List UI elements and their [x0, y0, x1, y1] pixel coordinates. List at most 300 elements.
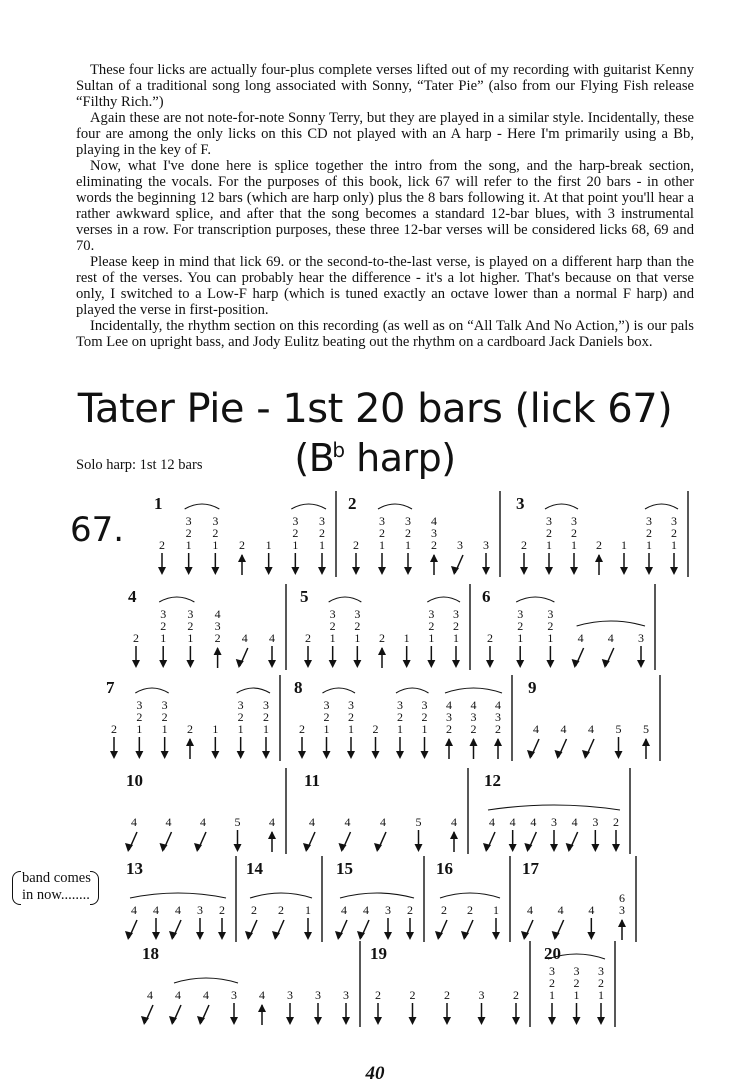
hole-number: 1 — [212, 538, 219, 552]
hole-number: 2 — [329, 619, 336, 633]
hole-number: 4 — [131, 815, 137, 829]
hole-number: 4 — [175, 988, 181, 1002]
draw-arrowhead — [612, 844, 620, 852]
draw-arrowhead — [304, 932, 312, 940]
draw-arrowhead — [550, 844, 558, 852]
slur — [174, 978, 238, 983]
blow-arrowhead — [618, 919, 626, 927]
draw-arrowhead — [323, 751, 331, 759]
draw-arrowhead — [512, 1017, 520, 1025]
hole-number: 1 — [397, 722, 403, 736]
hole-number: 2 — [547, 619, 554, 633]
bar-number: 19 — [370, 944, 387, 963]
slur — [516, 597, 554, 602]
draw-arrowhead — [645, 567, 653, 575]
draw-arrowhead — [591, 844, 599, 852]
bar-number: 20 — [544, 944, 561, 963]
hole-number: 3 — [421, 698, 428, 712]
hole-number: 4 — [341, 903, 347, 917]
hole-number: 1 — [428, 631, 435, 645]
hole-number: 2 — [549, 976, 555, 990]
draw-arrowhead — [211, 751, 219, 759]
hole-number: 3 — [185, 514, 192, 528]
draw-arrowhead — [409, 1017, 417, 1025]
draw-arrowhead — [378, 567, 386, 575]
hole-number: 2 — [487, 631, 493, 645]
draw-arrowhead — [158, 567, 166, 575]
hole-number: 3 — [405, 514, 411, 528]
draw-arrowhead — [110, 751, 118, 759]
draw-arrowhead — [546, 660, 554, 668]
hole-number: 2 — [441, 903, 447, 917]
draw-arrowhead — [230, 1017, 238, 1025]
hole-number: 4 — [533, 722, 539, 736]
draw-arrowhead — [196, 932, 204, 940]
slur — [445, 688, 502, 693]
draw-arrowhead — [615, 751, 623, 759]
bar-number: 2 — [348, 494, 357, 513]
hole-number: 2 — [111, 722, 117, 736]
hole-number: 4 — [259, 988, 265, 1002]
bar-number: 17 — [522, 859, 539, 878]
hole-number: 4 — [131, 903, 137, 917]
hole-number: 1 — [379, 538, 385, 552]
blow-arrowhead — [430, 554, 438, 562]
hole-number: 1 — [348, 722, 354, 736]
hole-number: 2 — [405, 526, 411, 540]
hole-number: 3 — [483, 538, 489, 552]
draw-arrowhead — [443, 1017, 451, 1025]
draw-arrowhead — [185, 567, 193, 575]
hole-number: 1 — [237, 722, 244, 736]
bar-number: 11 — [304, 771, 321, 790]
hole-number: 4 — [344, 815, 351, 829]
draw-arrowhead — [132, 660, 140, 668]
blow-arrowhead — [595, 554, 603, 562]
hole-number: 4 — [175, 903, 181, 917]
draw-arrowhead — [478, 1017, 486, 1025]
hole-number: 4 — [165, 815, 172, 829]
band-note-line: band comes — [22, 870, 91, 886]
draw-arrowhead — [159, 660, 167, 668]
hole-number: 1 — [354, 631, 361, 645]
hole-number: 2 — [379, 631, 385, 645]
hole-number: 4 — [489, 815, 495, 829]
blow-arrowhead — [214, 647, 222, 655]
hole-number: 4 — [446, 698, 452, 712]
bar-number: 14 — [246, 859, 263, 878]
hole-number: 4 — [214, 607, 221, 621]
slur — [427, 597, 460, 602]
hole-number: 1 — [549, 988, 555, 1002]
hole-number: 4 — [557, 903, 564, 917]
hole-number: 2 — [305, 631, 311, 645]
hole-number: 2 — [467, 903, 473, 917]
paragraph: Please keep in mind that lick 69. or the second-to-the-last verse, is played on a different harp than the rest of the verses. You can probably hear the difference - it's a lot higher. That's because on that verse only, I switched to a Low-F harp (which is tuned exactly an octave lower than a normal F harp) and played the verse in first-position. — [76, 254, 694, 318]
hole-number: 1 — [265, 538, 272, 552]
paragraph: Now, what I've done here is splice together the intro from the song, and the harp-break section, eliminating the vocals. For the purposes of this book, lick 67 will refer to the first 20 bars - in other words the beginning 12 bars (which are harp only) plus the 8 bars following it. At that point you'll hear a rather awkward splice, and after that the song becomes a standard 12-bar blues, with 3 instrumental verses in a row. For transcription purposes, these three 12-bar verses will be considered licks 68, 69 and 70. — [76, 158, 694, 254]
blow-arrowhead — [445, 738, 453, 746]
hole-number: 4 — [588, 722, 594, 736]
draw-arrowhead — [486, 660, 494, 668]
slur — [323, 688, 356, 693]
slur — [577, 621, 645, 626]
hole-number: 2 — [407, 903, 413, 917]
hole-number: 5 — [234, 815, 241, 829]
draw-arrowhead — [186, 660, 194, 668]
hole-number: 4 — [451, 815, 457, 829]
hole-number: 2 — [421, 710, 428, 724]
draw-arrowhead — [234, 844, 242, 852]
hole-number: 2 — [319, 526, 325, 540]
hole-number: 1 — [405, 538, 411, 552]
hole-number: 1 — [263, 722, 269, 736]
hole-number: 3 — [319, 514, 325, 528]
blow-arrowhead — [238, 554, 246, 562]
hole-number: 4 — [607, 631, 614, 645]
hole-number: 2 — [237, 710, 244, 724]
draw-arrowhead — [492, 932, 500, 940]
hole-number: 2 — [495, 722, 501, 736]
bar-number: 13 — [126, 859, 143, 878]
hole-number: 3 — [161, 698, 168, 712]
hole-number: 1 — [547, 631, 554, 645]
hole-number: 3 — [470, 710, 477, 724]
hole-number: 1 — [212, 722, 219, 736]
draw-arrowhead — [314, 1017, 322, 1025]
draw-arrowhead — [404, 567, 412, 575]
hole-number: 3 — [263, 698, 269, 712]
draw-arrowhead — [520, 567, 528, 575]
bar-number: 12 — [484, 771, 501, 790]
hole-number: 2 — [187, 619, 194, 633]
hole-number: 3 — [571, 514, 577, 528]
hole-number: 3 — [573, 964, 580, 978]
draw-arrowhead — [353, 660, 361, 668]
draw-arrowhead — [329, 660, 337, 668]
draw-arrowhead — [620, 567, 628, 575]
bar-number: 9 — [528, 678, 537, 697]
slur — [545, 504, 578, 509]
draw-arrowhead — [347, 751, 355, 759]
hole-number: 3 — [385, 903, 391, 917]
hole-number: 4 — [380, 815, 386, 829]
hole-number: 2 — [160, 619, 167, 633]
hole-number: 3 — [478, 988, 485, 1002]
hole-number: 4 — [431, 514, 437, 528]
hole-number: 1 — [571, 538, 577, 552]
hole-number: 3 — [348, 698, 354, 712]
slur — [396, 688, 429, 693]
draw-arrowhead — [291, 567, 299, 575]
blow-arrowhead — [258, 1004, 266, 1012]
hole-number: 2 — [187, 722, 193, 736]
blow-arrowhead — [642, 738, 650, 746]
draw-arrowhead — [548, 1017, 556, 1025]
flat-sign: b — [332, 438, 345, 462]
hole-number: 1 — [493, 903, 499, 917]
draw-arrowhead — [237, 751, 245, 759]
hole-number: 4 — [495, 698, 501, 712]
hole-number: 4 — [241, 631, 248, 645]
hole-number: 3 — [136, 698, 143, 712]
hole-number: 3 — [343, 988, 349, 1002]
hole-number: 1 — [292, 538, 299, 552]
paragraph: Again these are not note-for-note Sonny Terry, but they are played in a similar style. Incidentally, these four are among the only licks on this CD not played with an A harp - Here I'm primarily using a Bb, playing in the key of F. — [76, 110, 694, 158]
hole-number: 3 — [354, 607, 361, 621]
blow-arrowhead — [268, 831, 276, 839]
hole-number: 3 — [446, 710, 452, 724]
hole-number: 3 — [671, 514, 677, 528]
draw-arrowhead — [516, 660, 524, 668]
hole-number: 2 — [212, 526, 219, 540]
hole-number: 2 — [133, 631, 139, 645]
hole-number: 3 — [237, 698, 244, 712]
hole-number: 2 — [136, 710, 143, 724]
hole-number: 1 — [305, 903, 311, 917]
hole-number: 4 — [509, 815, 516, 829]
hole-number: 4 — [203, 988, 209, 1002]
hole-number: 3 — [214, 619, 221, 633]
tab-title: Tater Pie - 1st 20 bars (lick 67) — [77, 386, 673, 432]
hole-number: 2 — [444, 988, 450, 1002]
hole-number: 5 — [615, 722, 622, 736]
hole-number: 2 — [278, 903, 284, 917]
hole-number: 2 — [299, 722, 305, 736]
bar-number: 4 — [128, 587, 137, 606]
bar-number: 8 — [294, 678, 303, 697]
hole-number: 2 — [513, 988, 519, 1002]
bar-number: 6 — [482, 587, 491, 606]
draw-arrowhead — [545, 567, 553, 575]
bar-number: 3 — [516, 494, 525, 513]
blow-arrowhead — [470, 738, 478, 746]
hole-number: 2 — [161, 710, 168, 724]
hole-number: 3 — [160, 607, 167, 621]
hole-number: 1 — [187, 631, 194, 645]
hole-number: 3 — [431, 526, 437, 540]
hole-number: 3 — [457, 538, 463, 552]
draw-arrowhead — [152, 932, 160, 940]
hole-number: 2 — [428, 619, 435, 633]
hole-number: 3 — [315, 988, 321, 1002]
hole-number: 1 — [646, 538, 652, 552]
hole-number: 3 — [212, 514, 219, 528]
draw-arrowhead — [161, 751, 169, 759]
slur — [329, 597, 362, 602]
draw-arrowhead — [573, 1017, 581, 1025]
hole-number: 4 — [571, 815, 578, 829]
hole-number: 3 — [323, 698, 330, 712]
hole-number: 5 — [643, 722, 649, 736]
lick-number: 67. — [70, 510, 125, 550]
hole-number: 4 — [577, 631, 584, 645]
draw-arrowhead — [268, 660, 276, 668]
hole-number: 6 — [619, 891, 625, 905]
draw-arrowhead — [265, 567, 273, 575]
hole-number: 3 — [517, 607, 524, 621]
band-note-line: in now........ — [22, 887, 90, 903]
hole-number: 1 — [671, 538, 677, 552]
hole-number: 2 — [596, 538, 602, 552]
hole-number: 2 — [646, 526, 652, 540]
blow-arrowhead — [494, 738, 502, 746]
slur — [488, 805, 620, 810]
slur — [440, 893, 500, 898]
slur — [340, 893, 414, 898]
hole-number: 3 — [495, 710, 501, 724]
hole-number: 2 — [251, 903, 257, 917]
bar-number: 7 — [106, 678, 115, 697]
slur — [378, 504, 412, 509]
draw-arrowhead — [318, 567, 326, 575]
hole-number: 3 — [546, 514, 552, 528]
slur — [291, 504, 326, 509]
hole-number: 4 — [363, 903, 369, 917]
draw-arrowhead — [372, 751, 380, 759]
hole-number: 1 — [621, 538, 627, 552]
draw-arrowhead — [427, 660, 435, 668]
draw-arrowhead — [211, 567, 219, 575]
draw-arrowhead — [403, 660, 411, 668]
hole-number: 4 — [530, 815, 537, 829]
hole-number: 2 — [470, 722, 477, 736]
blow-arrowhead — [450, 831, 458, 839]
hole-number: 2 — [219, 903, 225, 917]
hole-number: 3 — [397, 698, 403, 712]
blow-arrowhead — [186, 738, 194, 746]
hole-number: 1 — [598, 988, 604, 1002]
hole-number: 2 — [239, 538, 245, 552]
hole-number: 2 — [546, 526, 552, 540]
draw-arrowhead — [384, 932, 392, 940]
slur — [185, 504, 220, 509]
hole-number: 3 — [549, 964, 555, 978]
hole-number: 1 — [136, 722, 143, 736]
hole-number: 3 — [428, 607, 435, 621]
hole-number: 2 — [379, 526, 385, 540]
hole-number: 3 — [551, 815, 557, 829]
hole-number: 1 — [329, 631, 336, 645]
hole-number: 2 — [354, 619, 361, 633]
slur — [130, 893, 226, 898]
hole-number: 4 — [560, 722, 567, 736]
hole-number: 1 — [161, 722, 168, 736]
hole-number: 2 — [353, 538, 359, 552]
hole-number: 5 — [415, 815, 422, 829]
hole-number: 2 — [372, 722, 379, 736]
draw-arrowhead — [304, 660, 312, 668]
hole-number: 1 — [403, 631, 410, 645]
draw-arrowhead — [670, 567, 678, 575]
hole-number: 4 — [147, 988, 153, 1002]
hole-number: 4 — [200, 815, 206, 829]
hole-number: 4 — [153, 903, 159, 917]
slur — [237, 688, 270, 693]
hole-number: 3 — [329, 607, 336, 621]
hole-number: 3 — [598, 964, 604, 978]
draw-arrowhead — [262, 751, 270, 759]
bar-number: 18 — [142, 944, 159, 963]
hole-number: 3 — [379, 514, 385, 528]
hole-number: 4 — [588, 903, 595, 917]
hole-number: 4 — [470, 698, 477, 712]
hole-number: 2 — [214, 631, 221, 645]
hole-number: 3 — [547, 607, 554, 621]
subtitle-part: harp) — [344, 436, 456, 480]
hole-number: 2 — [671, 526, 677, 540]
hole-number: 2 — [573, 976, 580, 990]
draw-arrowhead — [374, 1017, 382, 1025]
hole-number: 2 — [375, 988, 381, 1002]
hole-number: 1 — [453, 631, 459, 645]
hole-number: 2 — [431, 538, 437, 552]
hole-number: 1 — [160, 631, 167, 645]
hole-number: 2 — [409, 988, 416, 1002]
hole-number: 4 — [269, 815, 275, 829]
slur — [135, 688, 168, 693]
draw-arrowhead — [570, 567, 578, 575]
draw-arrowhead — [135, 751, 143, 759]
page-number: 40 — [365, 1063, 385, 1084]
draw-arrowhead — [342, 1017, 350, 1025]
bar-number: 5 — [300, 587, 309, 606]
hole-number: 4 — [269, 631, 275, 645]
hole-number: 1 — [421, 722, 428, 736]
hole-number: 2 — [571, 526, 577, 540]
draw-arrowhead — [298, 751, 306, 759]
hole-number: 2 — [517, 619, 524, 633]
hole-number: 3 — [231, 988, 237, 1002]
draw-arrowhead — [637, 660, 645, 668]
hole-number: 1 — [546, 538, 552, 552]
hole-number: 2 — [159, 538, 165, 552]
draw-arrowhead — [597, 1017, 605, 1025]
hole-number: 2 — [453, 619, 459, 633]
bar-number: 10 — [126, 771, 143, 790]
draw-arrowhead — [396, 751, 404, 759]
draw-arrowhead — [352, 567, 360, 575]
hole-number: 1 — [573, 988, 580, 1002]
paragraph: These four licks are actually four-plus complete verses lifted out of my recording with guitarist Kenny Sultan of a traditional song long associated with Sonny, “Tater Pie” (also from our Flying Fish release “Filthy Rich.”) — [76, 62, 694, 110]
hole-number: 2 — [521, 538, 527, 552]
hole-number: 2 — [397, 710, 403, 724]
hole-number: 3 — [287, 988, 293, 1002]
hole-number: 2 — [348, 710, 354, 724]
hole-number: 1 — [319, 538, 325, 552]
hole-number: 1 — [185, 538, 192, 552]
draw-arrowhead — [415, 844, 423, 852]
solo-label: Solo harp: 1st 12 bars — [76, 457, 203, 473]
hole-number: 2 — [323, 710, 330, 724]
hole-number: 2 — [598, 976, 604, 990]
hole-number: 3 — [646, 514, 652, 528]
hole-number: 2 — [292, 526, 299, 540]
draw-arrowhead — [406, 932, 414, 940]
hole-number: 2 — [446, 722, 452, 736]
hole-number: 1 — [517, 631, 524, 645]
bar-number: 1 — [154, 494, 163, 513]
hole-number: 4 — [527, 903, 533, 917]
hole-number: 3 — [638, 631, 644, 645]
draw-arrowhead — [587, 932, 595, 940]
draw-arrowhead — [286, 1017, 294, 1025]
hole-number: 4 — [309, 815, 315, 829]
hole-number: 3 — [197, 903, 203, 917]
slur — [159, 597, 194, 602]
draw-arrowhead — [482, 567, 490, 575]
paragraph: Incidentally, the rhythm section on this recording (as well as on “All Talk And No Action,”) is our pals Tom Lee on upright bass, and Jody Eulitz beating out the rhythm on a cardboard Jack Daniels box. — [76, 318, 694, 350]
